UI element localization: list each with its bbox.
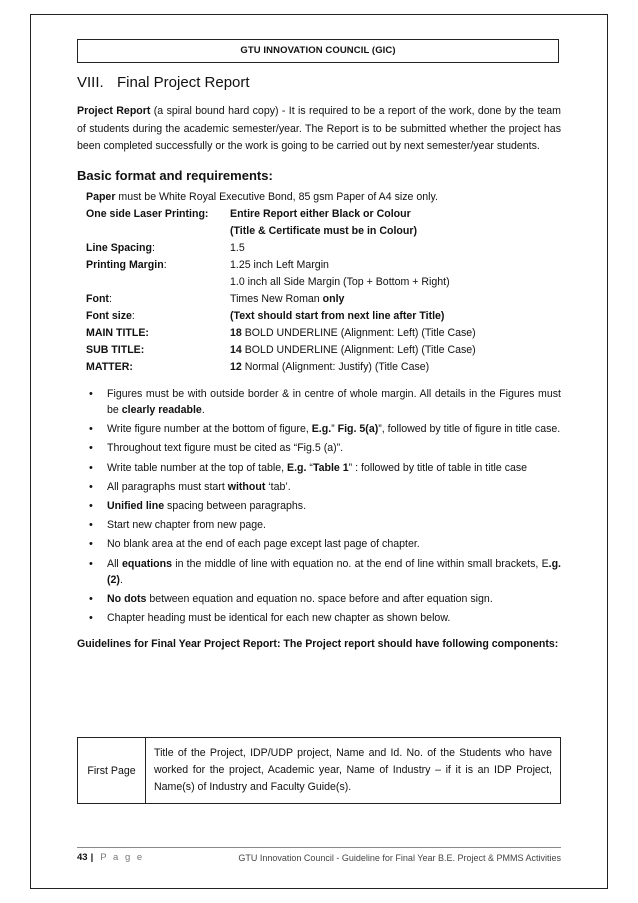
- spacer: [86, 274, 230, 291]
- text: “: [306, 461, 313, 474]
- text: between equation and equation no. space before and after equation sign.: [146, 593, 493, 606]
- spec-sub-num: 14: [230, 343, 242, 356]
- spec-paper-value: must be White Royal Executive Bond, 85 gsm Paper of A4 size only.: [115, 190, 438, 203]
- page-number: 43: [77, 852, 88, 863]
- list-item: [77, 421, 561, 437]
- text-bold: Unified line: [107, 500, 165, 512]
- text: Write figure number at the bottom of figure,: [107, 423, 312, 436]
- spec-font-size: [86, 308, 561, 325]
- guidelines-paragraph: Guidelines for Final Year Project Report: The Project report should have following components:: [77, 638, 559, 651]
- text-bold: Table 1: [312, 461, 349, 474]
- header-title: GTU INNOVATION COUNCIL (GIC): [240, 45, 396, 56]
- spec-margin-key: Printing Margin: [86, 258, 164, 271]
- section-number: VIII.: [77, 74, 104, 91]
- spec-margin-2: [86, 274, 561, 291]
- text-bold: No dots: [107, 593, 147, 606]
- spec-sub-value: BOLD UNDERLINE (Alignment: Left) (Title Case): [241, 343, 476, 356]
- spec-printing-2: [86, 223, 561, 240]
- spec-matter-key: MATTER:: [86, 360, 133, 373]
- spec-spacing-key: Line Spacing: [86, 241, 152, 254]
- text: ”, followed by title of figure in title case.: [378, 423, 561, 436]
- spec-line-spacing: [86, 240, 561, 257]
- spec-printing-value: Entire Report either Black or Colour: [230, 207, 411, 220]
- text: Write table number at the top of table,: [107, 461, 288, 474]
- list-item: [77, 610, 561, 626]
- spec-main-num: 18: [230, 326, 242, 339]
- text: .: [201, 403, 205, 416]
- spec-fontsize-value: (Text should start from next line after Title): [230, 309, 445, 322]
- spec-font-key: Font: [86, 292, 109, 305]
- colon: :: [163, 258, 167, 271]
- spec-font-value-bold: only: [322, 292, 345, 305]
- spec-sub-title: [86, 342, 561, 359]
- footer-separator: |: [90, 852, 94, 863]
- text: Chapter heading must be identical for each new chapter as shown below.: [107, 612, 451, 625]
- table-row: [78, 738, 561, 804]
- text-bold: E.g.: [311, 423, 332, 436]
- list-item: [77, 386, 561, 418]
- page-label: P a g e: [100, 852, 145, 863]
- text-bold: E.g.: [287, 461, 307, 474]
- text: spacing between paragraphs.: [164, 500, 307, 512]
- components-table: [77, 737, 561, 804]
- text: .: [119, 573, 123, 586]
- text-bold: .g.(2): [107, 557, 561, 586]
- spec-matter-value: Normal (Alignment: Justify) (Title Case): [241, 360, 430, 373]
- section-title: [77, 74, 561, 91]
- spec-margin-value: 1.25 inch Left Margin: [230, 258, 329, 271]
- spec-main-title: [86, 325, 561, 342]
- spec-spacing-value: 1.5: [230, 241, 245, 254]
- list-item: [77, 517, 561, 533]
- list-item: [77, 440, 561, 456]
- spec-margin: [86, 257, 561, 274]
- table-cell-desc: Title of the Project, IDP/UDP project, Name and Id. No. of the Students who have worked for the project, Academic year, Name of Industry – if it is an IDP Project, Name(s) of Industry and Faculty Guide(s).: [146, 738, 561, 804]
- spec-paper-key: Paper: [86, 190, 116, 203]
- spacer: [86, 223, 230, 240]
- text: ” : followed by title of table in title case: [348, 461, 528, 474]
- footer-text: GTU Innovation Council - Guideline for Final Year B.E. Project & PMMS Activities: [238, 852, 561, 863]
- spec-font: [86, 291, 561, 308]
- spec-fontsize-key: Font size: [86, 309, 132, 322]
- spec-printing: [86, 206, 561, 223]
- list-item: [77, 498, 561, 514]
- basic-format-heading: Basic format and requirements:: [77, 167, 273, 183]
- format-specs: [86, 189, 561, 376]
- list-item: [77, 479, 561, 495]
- section-title-text: Final Project Report: [117, 74, 250, 91]
- text-bold: equations: [121, 557, 173, 570]
- spec-main-value: BOLD UNDERLINE (Alignment: Left) (Title Case): [241, 326, 476, 339]
- page-header: [77, 39, 559, 63]
- spec-margin-value-2: 1.0 inch all Side Margin (Top + Bottom + Right): [230, 275, 450, 288]
- spec-paper: [86, 189, 561, 206]
- spec-printing-key: One side Laser Printing:: [86, 207, 209, 220]
- page-footer: [77, 852, 561, 863]
- colon: :: [108, 292, 112, 305]
- list-item: [77, 536, 561, 552]
- spec-matter: [86, 359, 561, 376]
- text: All paragraphs must start: [107, 480, 228, 493]
- main-content: [77, 74, 561, 653]
- table-cell-label: First Page: [78, 738, 146, 804]
- text: No blank area at the end of each page except last page of chapter.: [107, 538, 420, 551]
- intro-paragraph: [77, 103, 561, 156]
- list-item: [77, 460, 561, 476]
- spec-main-key: MAIN TITLE:: [86, 326, 149, 339]
- text: All: [107, 557, 122, 570]
- text: Start new chapter from new page.: [107, 519, 266, 532]
- text-bold: without: [227, 480, 266, 493]
- spec-printing-value-2: (Title & Certificate must be in Colour): [230, 224, 417, 237]
- spec-matter-num: 12: [230, 360, 242, 373]
- footer-divider: [77, 847, 561, 848]
- colon: :: [151, 241, 155, 254]
- spec-sub-key: SUB TITLE:: [86, 343, 145, 356]
- intro-text: (a spiral bound hard copy) - It is required to be a report of the work, done by the team of students during the academic semester/year. The Report is to be submitted whether the project has been completed successfully or the work is going to be carried out by next semester/year students.: [77, 105, 561, 153]
- text-bold: Fig. 5(a): [337, 423, 379, 436]
- text: in the middle of line with equation no. at the end of line within small brackets, E: [172, 557, 549, 570]
- text-bold: clearly readable: [121, 403, 202, 416]
- text: ‘tab’.: [265, 480, 291, 493]
- spec-font-value: Times New Roman: [230, 292, 323, 305]
- list-item: [77, 556, 561, 588]
- format-rules-list: [77, 386, 561, 627]
- text: Figures must be with outside border & in centre of whole margin. All details in the Figures must be: [107, 387, 561, 416]
- colon: :: [131, 309, 135, 322]
- text: Throughout text figure must be cited as “Fig.5 (a)”.: [107, 442, 344, 455]
- intro-bold: Project Report: [77, 105, 151, 117]
- text: ”: [331, 423, 338, 436]
- list-item: [77, 591, 561, 607]
